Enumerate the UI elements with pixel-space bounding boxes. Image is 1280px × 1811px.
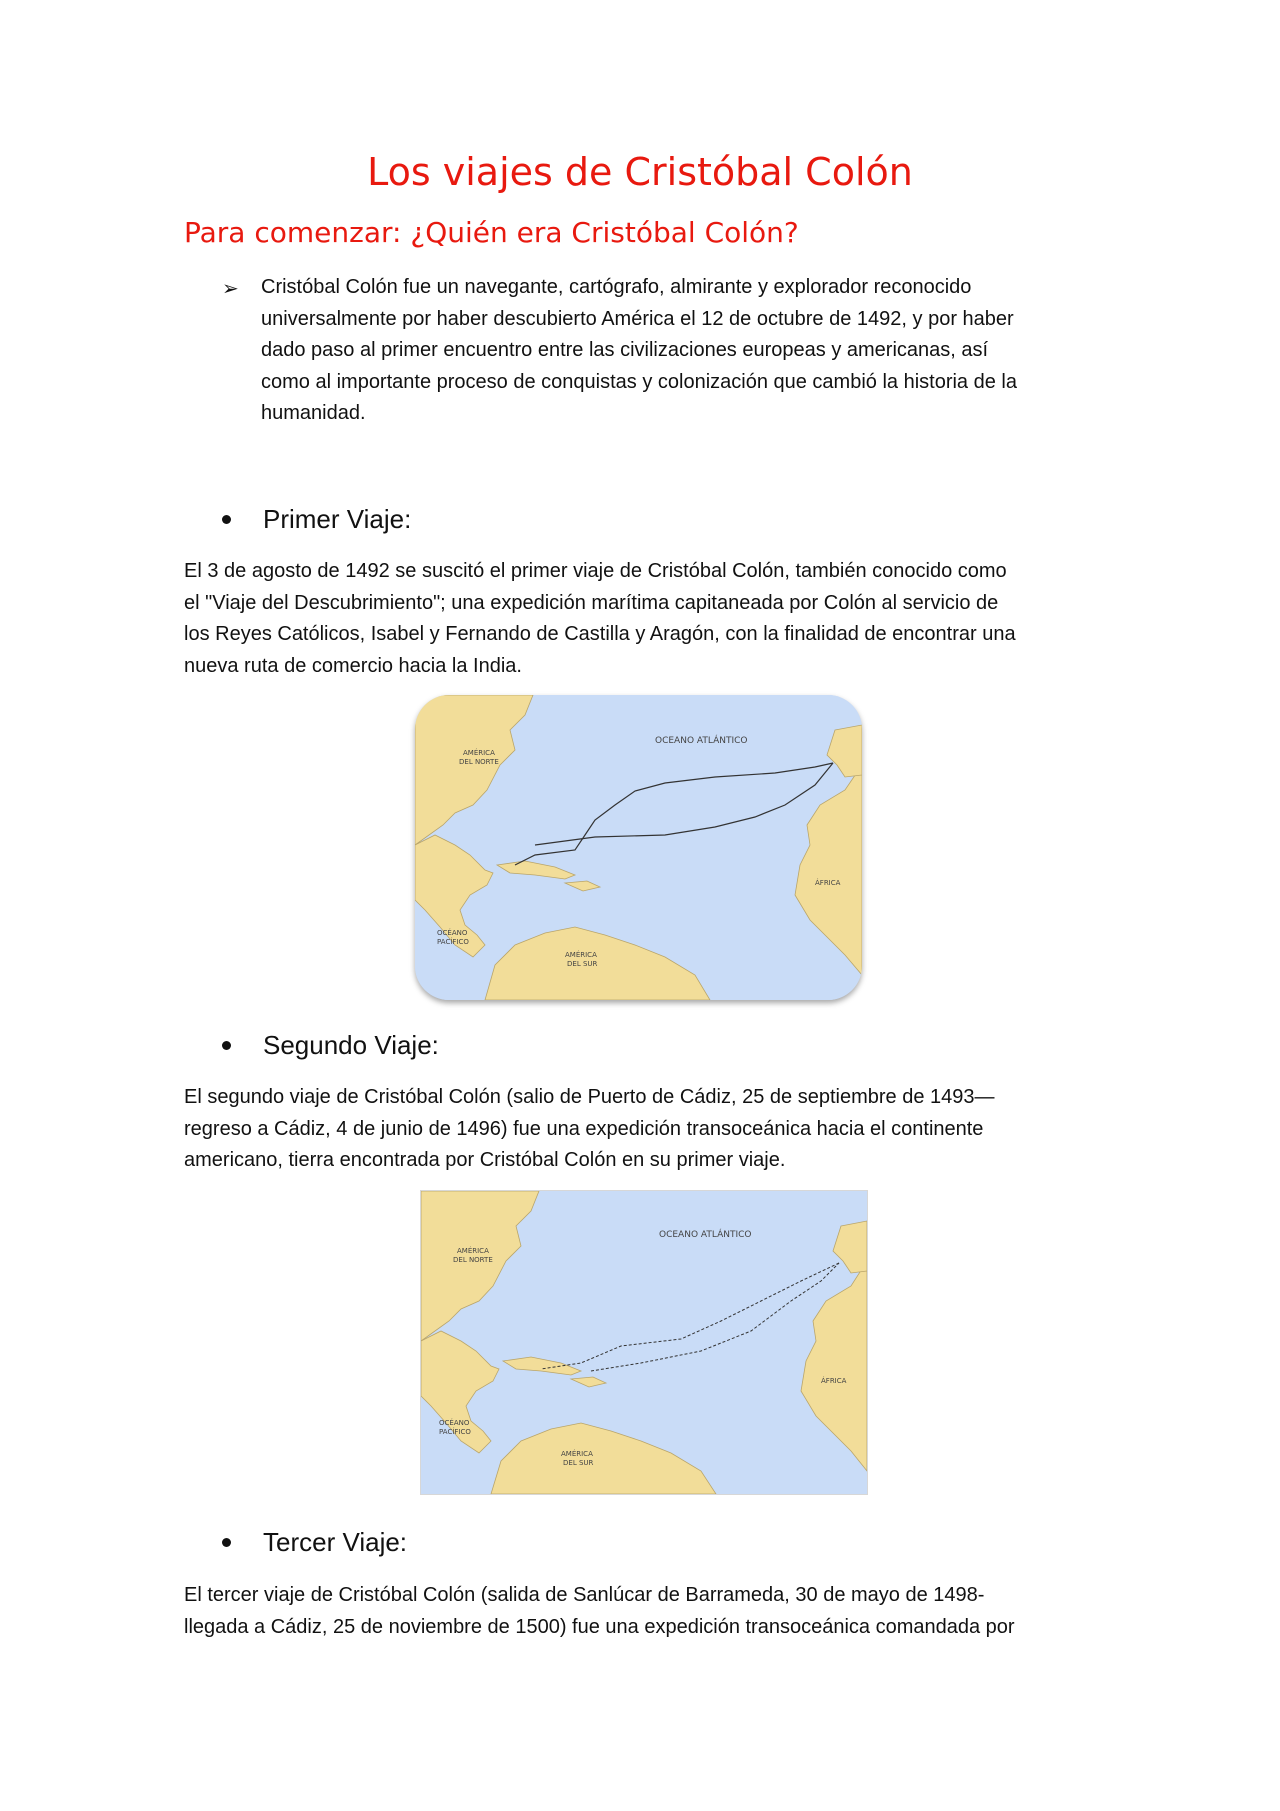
map-label-north-america: AMÉRICA	[457, 1247, 489, 1255]
map-label-pacific: PACÍFICO	[437, 938, 469, 946]
map-label-pacific: PACÍFICO	[439, 1428, 471, 1436]
section-subtitle: Para comenzar: ¿Quién era Cristóbal Colón?	[184, 216, 799, 249]
map-label-africa: ÁFRICA	[815, 879, 841, 887]
heading-tercer-viaje: Tercer Viaje:	[222, 1527, 407, 1558]
document-title: Los viajes de Cristóbal Colón	[367, 150, 913, 194]
paragraph-line: americano, tierra encontrada por Cristóbal Colón en su primer viaje.	[184, 1149, 786, 1171]
map-label-south-america: DEL SUR	[563, 1459, 594, 1467]
heading-segundo-viaje: Segundo Viaje:	[222, 1030, 439, 1061]
intro-paragraph	[261, 272, 1091, 430]
map-label-south-america: AMÉRICA	[561, 1450, 593, 1458]
bullet-dot-icon	[222, 1538, 231, 1547]
map-label-africa: ÁFRICA	[821, 1377, 847, 1385]
map-label-north-america: DEL NORTE	[453, 1256, 493, 1264]
intro-line: universalmente por haber descubierto América el 12 de octubre de 1492, y por haber	[261, 307, 1014, 330]
map-label-atlantic: OCEANO ATLÁNTICO	[655, 736, 748, 746]
map-first-voyage	[415, 695, 862, 1000]
arrow-bullet-icon: ➢	[222, 276, 239, 300]
map-label-south-america: AMÉRICA	[565, 951, 597, 959]
intro-line: humanidad.	[261, 402, 366, 424]
paragraph-line: regreso a Cádiz, 4 de junio de 1496) fue una expedición transoceánica hacia el continente	[184, 1117, 984, 1140]
paragraph-line: El tercer viaje de Cristóbal Colón (salida de Sanlúcar de Barrameda, 30 de mayo de 1498-	[184, 1584, 985, 1606]
paragraph-line: El segundo viaje de Cristóbal Colón (salio de Puerto de Cádiz, 25 de septiembre de 1493—	[184, 1086, 995, 1108]
paragraph-primer-viaje	[184, 556, 1094, 682]
map-label-north-america: DEL NORTE	[459, 758, 499, 766]
paragraph-line: nueva ruta de comercio hacia la India.	[184, 654, 522, 677]
map-second-voyage	[420, 1190, 868, 1495]
intro-line: Cristóbal Colón fue un navegante, cartógrafo, almirante y explorador reconocido	[261, 276, 972, 298]
paragraph-segundo-viaje	[184, 1082, 1094, 1177]
bullet-dot-icon	[222, 1041, 231, 1050]
intro-line: dado paso al primer encuentro entre las civilizaciones europeas y americanas, así	[261, 339, 989, 361]
paragraph-line: el "Viaje del Descubrimiento"; una expedición marítima capitaneada por Colón al servicio de	[184, 591, 999, 614]
intro-line: como al importante proceso de conquistas y colonización que cambió la historia de la	[261, 370, 1017, 393]
paragraph-line: El 3 de agosto de 1492 se suscitó el primer viaje de Cristóbal Colón, también conocido como	[184, 560, 1007, 582]
map-label-pacific: OCÉANO	[437, 929, 468, 937]
map-label-south-america: DEL SUR	[567, 960, 598, 968]
paragraph-line: llegada a Cádiz, 25 de noviembre de 1500) fue una expedición transoceánica comandada por	[184, 1615, 1015, 1638]
map-label-pacific: OCÉANO	[439, 1419, 470, 1427]
paragraph-tercer-viaje	[184, 1580, 1094, 1643]
paragraph-line: los Reyes Católicos, Isabel y Fernando de Castilla y Aragón, con la finalidad de encontrar una	[184, 623, 1016, 645]
heading-primer-viaje: Primer Viaje:	[222, 504, 411, 535]
map-label-atlantic: OCEANO ATLÁNTICO	[659, 1230, 752, 1240]
map-label-north-america: AMÉRICA	[463, 749, 495, 757]
bullet-dot-icon	[222, 515, 231, 524]
